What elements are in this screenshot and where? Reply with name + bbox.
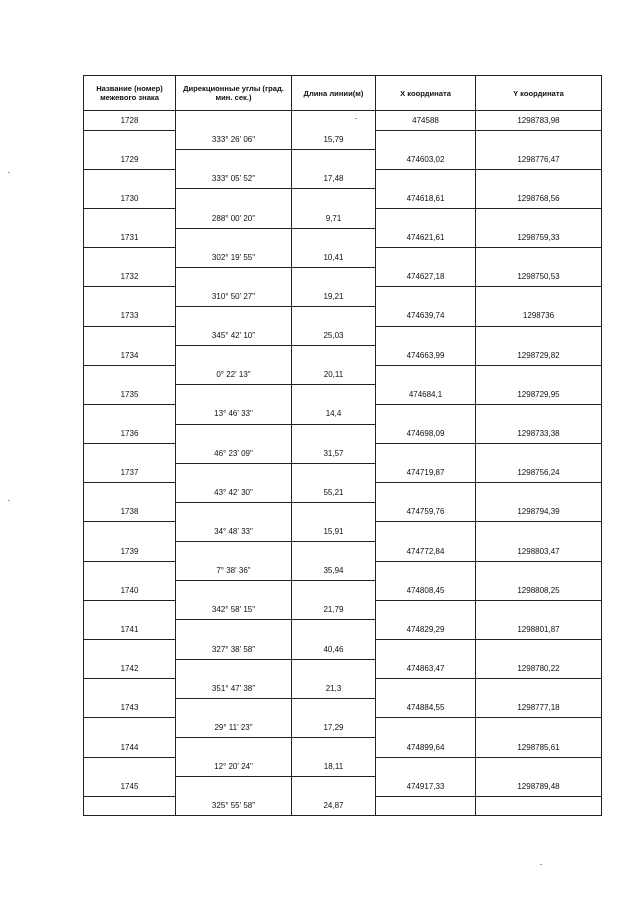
y-coordinate-cell: 1298803,47 (476, 542, 602, 562)
point-name-cell (84, 169, 176, 189)
point-name-cell: 1743 (84, 698, 176, 718)
direction-angle-cell (176, 659, 292, 679)
x-coordinate-cell: 474627,18 (376, 267, 476, 287)
y-coordinate-cell: 1298756,24 (476, 463, 602, 483)
x-coordinate-cell (376, 444, 476, 464)
segment-row (84, 757, 602, 777)
direction-angle-cell: 43° 42' 30" (176, 483, 292, 503)
direction-angle-cell: 310° 50' 27" (176, 287, 292, 307)
point-name-cell: 1730 (84, 189, 176, 209)
x-coordinate-cell: 474603,02 (376, 150, 476, 170)
direction-angle-cell: 327° 38' 58" (176, 640, 292, 660)
y-coordinate-cell (476, 757, 602, 777)
point-name-cell (84, 561, 176, 581)
point-name-cell (84, 287, 176, 307)
line-length-cell: 31,57 (292, 444, 376, 464)
header-y: Y координата (476, 76, 602, 111)
point-row (84, 659, 602, 679)
point-name-cell (84, 640, 176, 660)
point-name-cell (84, 718, 176, 738)
point-name-cell (84, 757, 176, 777)
point-row (84, 424, 602, 444)
header-x: X координата (376, 76, 476, 111)
point-name-cell (84, 679, 176, 699)
x-coordinate-cell (376, 169, 476, 189)
direction-angle-cell (176, 620, 292, 640)
direction-angle-cell: 12° 20' 24" (176, 757, 292, 777)
x-coordinate-cell (376, 208, 476, 228)
point-row (84, 502, 602, 522)
y-coordinate-cell (476, 248, 602, 268)
line-length-cell (292, 189, 376, 209)
direction-angle-cell: 333° 05' 52" (176, 169, 292, 189)
direction-angle-cell (176, 698, 292, 718)
y-coordinate-cell (476, 169, 602, 189)
y-coordinate-cell (476, 600, 602, 620)
y-coordinate-cell (476, 483, 602, 503)
table-body (84, 111, 602, 816)
point-row (84, 150, 602, 170)
y-coordinate-cell (476, 679, 602, 699)
line-length-cell (292, 659, 376, 679)
point-row (84, 542, 602, 562)
direction-angle-cell: 0° 22' 13" (176, 365, 292, 385)
direction-angle-cell: 342° 58' 15" (176, 600, 292, 620)
x-coordinate-cell: 474684,1 (376, 385, 476, 405)
segment-row (84, 796, 602, 816)
point-name-cell (84, 522, 176, 542)
y-coordinate-cell (476, 796, 602, 816)
x-coordinate-cell: 474719,87 (376, 463, 476, 483)
x-coordinate-cell: 474759,76 (376, 502, 476, 522)
line-length-cell (292, 424, 376, 444)
y-coordinate-cell (476, 287, 602, 307)
y-coordinate-cell (476, 365, 602, 385)
direction-angle-cell (176, 777, 292, 797)
y-coordinate-cell: 1298768,56 (476, 189, 602, 209)
point-row (84, 620, 602, 640)
y-coordinate-cell (476, 444, 602, 464)
direction-angle-cell (176, 346, 292, 366)
y-coordinate-cell: 1298785,61 (476, 738, 602, 758)
line-length-cell (292, 463, 376, 483)
direction-angle-cell: 302° 19' 55" (176, 248, 292, 268)
y-coordinate-cell: 1298789,48 (476, 777, 602, 797)
point-row (84, 698, 602, 718)
segment-row (84, 326, 602, 346)
point-row (84, 346, 602, 366)
direction-angle-cell (176, 150, 292, 170)
point-name-cell: 1739 (84, 542, 176, 562)
point-name-cell (84, 483, 176, 503)
scan-speck (8, 500, 10, 501)
y-coordinate-cell (476, 130, 602, 150)
y-coordinate-cell: 1298783,98 (476, 111, 602, 131)
direction-angle-cell (176, 189, 292, 209)
point-row (84, 385, 602, 405)
line-length-cell: 15,91 (292, 522, 376, 542)
point-name-cell: 1741 (84, 620, 176, 640)
point-row (84, 228, 602, 248)
point-name-cell: 1734 (84, 346, 176, 366)
line-length-cell: 17,48 (292, 169, 376, 189)
line-length-cell (292, 698, 376, 718)
x-coordinate-cell: 474618,61 (376, 189, 476, 209)
x-coordinate-cell (376, 600, 476, 620)
segment-row (84, 287, 602, 307)
direction-angle-cell: 345° 42' 10" (176, 326, 292, 346)
segment-row (84, 718, 602, 738)
direction-angle-cell: 46° 23' 09" (176, 444, 292, 464)
segment-row (84, 600, 602, 620)
y-coordinate-cell: 1298750,53 (476, 267, 602, 287)
line-length-cell (292, 111, 376, 131)
x-coordinate-cell (376, 718, 476, 738)
line-length-cell (292, 542, 376, 562)
line-length-cell: 9,71 (292, 208, 376, 228)
x-coordinate-cell (376, 796, 476, 816)
line-length-cell: 21,3 (292, 679, 376, 699)
line-length-cell (292, 620, 376, 640)
point-name-cell (84, 326, 176, 346)
x-coordinate-cell: 474588 (376, 111, 476, 131)
x-coordinate-cell (376, 287, 476, 307)
x-coordinate-cell (376, 130, 476, 150)
segment-row (84, 208, 602, 228)
line-length-cell (292, 346, 376, 366)
point-name-cell: 1733 (84, 306, 176, 326)
line-length-cell (292, 502, 376, 522)
line-length-cell: 25,03 (292, 326, 376, 346)
x-coordinate-cell: 474639,74 (376, 306, 476, 326)
direction-angle-cell: 7° 38' 36" (176, 561, 292, 581)
direction-angle-cell (176, 424, 292, 444)
line-length-cell (292, 581, 376, 601)
point-row (84, 777, 602, 797)
point-name-cell: 1736 (84, 424, 176, 444)
direction-angle-cell: 351° 47' 38" (176, 679, 292, 699)
segment-row (84, 679, 602, 699)
line-length-cell (292, 306, 376, 326)
line-length-cell: 19,21 (292, 287, 376, 307)
line-length-cell (292, 267, 376, 287)
point-name-cell: 1731 (84, 228, 176, 248)
y-coordinate-cell: 1298777,18 (476, 698, 602, 718)
y-coordinate-cell (476, 640, 602, 660)
segment-row (84, 561, 602, 581)
line-length-cell: 14,4 (292, 404, 376, 424)
direction-angle-cell (176, 581, 292, 601)
direction-angle-cell: 288° 00' 20" (176, 208, 292, 228)
point-row (84, 738, 602, 758)
direction-angle-cell: 34° 48' 33" (176, 522, 292, 542)
header-length: Длина линии(м) (292, 76, 376, 111)
direction-angle-cell (176, 463, 292, 483)
line-length-cell: 20,11 (292, 365, 376, 385)
point-name-cell (84, 796, 176, 816)
point-row (84, 111, 602, 131)
scan-speck (8, 172, 10, 173)
line-length-cell (292, 228, 376, 248)
header-angle: Дирекционные углы (град. мин. сек.) (176, 76, 292, 111)
scan-speck (355, 118, 357, 119)
y-coordinate-cell: 1298776,47 (476, 150, 602, 170)
point-name-cell (84, 130, 176, 150)
x-coordinate-cell: 474663,99 (376, 346, 476, 366)
x-coordinate-cell (376, 757, 476, 777)
boundary-coordinates-table (83, 75, 602, 816)
point-name-cell: 1737 (84, 463, 176, 483)
direction-angle-cell: 29° 11' 23" (176, 718, 292, 738)
direction-angle-cell (176, 228, 292, 248)
line-length-cell: 40,46 (292, 640, 376, 660)
segment-row (84, 444, 602, 464)
direction-angle-cell (176, 111, 292, 131)
x-coordinate-cell: 474829,29 (376, 620, 476, 640)
line-length-cell: 15,79 (292, 130, 376, 150)
direction-angle-cell: 333° 26' 06" (176, 130, 292, 150)
scan-speck (540, 864, 542, 865)
x-coordinate-cell: 474772,84 (376, 542, 476, 562)
point-name-cell: 1729 (84, 150, 176, 170)
line-length-cell: 55,21 (292, 483, 376, 503)
direction-angle-cell (176, 738, 292, 758)
y-coordinate-cell (476, 208, 602, 228)
line-length-cell (292, 150, 376, 170)
y-coordinate-cell: 1298794,39 (476, 502, 602, 522)
y-coordinate-cell (476, 404, 602, 424)
x-coordinate-cell (376, 640, 476, 660)
point-name-cell (84, 365, 176, 385)
y-coordinate-cell: 1298736 (476, 306, 602, 326)
header-name: Название (номер) межевого знака (84, 76, 176, 111)
segment-row (84, 483, 602, 503)
line-length-cell: 35,94 (292, 561, 376, 581)
segment-row (84, 522, 602, 542)
y-coordinate-cell: 1298729,82 (476, 346, 602, 366)
y-coordinate-cell: 1298808,25 (476, 581, 602, 601)
x-coordinate-cell (376, 679, 476, 699)
x-coordinate-cell: 474863,47 (376, 659, 476, 679)
segment-row (84, 365, 602, 385)
point-name-cell: 1728 (84, 111, 176, 131)
direction-angle-cell (176, 502, 292, 522)
y-coordinate-cell: 1298801,87 (476, 620, 602, 640)
segment-row (84, 130, 602, 150)
segment-row (84, 248, 602, 268)
direction-angle-cell (176, 267, 292, 287)
line-length-cell: 21,79 (292, 600, 376, 620)
x-coordinate-cell: 474808,45 (376, 581, 476, 601)
line-length-cell: 24,87 (292, 796, 376, 816)
x-coordinate-cell: 474917,33 (376, 777, 476, 797)
x-coordinate-cell (376, 365, 476, 385)
x-coordinate-cell (376, 404, 476, 424)
point-name-cell: 1735 (84, 385, 176, 405)
line-length-cell: 18,11 (292, 757, 376, 777)
x-coordinate-cell (376, 483, 476, 503)
line-length-cell (292, 385, 376, 405)
point-row (84, 463, 602, 483)
y-coordinate-cell (476, 718, 602, 738)
y-coordinate-cell: 1298780,22 (476, 659, 602, 679)
point-name-cell (84, 600, 176, 620)
x-coordinate-cell: 474884,55 (376, 698, 476, 718)
y-coordinate-cell (476, 326, 602, 346)
x-coordinate-cell (376, 561, 476, 581)
x-coordinate-cell (376, 248, 476, 268)
point-name-cell: 1742 (84, 659, 176, 679)
y-coordinate-cell: 1298729,95 (476, 385, 602, 405)
point-row (84, 267, 602, 287)
point-name-cell (84, 248, 176, 268)
y-coordinate-cell (476, 561, 602, 581)
segment-row (84, 169, 602, 189)
point-name-cell (84, 208, 176, 228)
line-length-cell: 10,41 (292, 248, 376, 268)
line-length-cell (292, 777, 376, 797)
table-header-row (84, 76, 602, 111)
point-row (84, 581, 602, 601)
y-coordinate-cell: 1298759,33 (476, 228, 602, 248)
y-coordinate-cell (476, 522, 602, 542)
direction-angle-cell (176, 385, 292, 405)
segment-row (84, 640, 602, 660)
x-coordinate-cell: 474698,09 (376, 424, 476, 444)
direction-angle-cell (176, 542, 292, 562)
x-coordinate-cell (376, 522, 476, 542)
line-length-cell: 17,29 (292, 718, 376, 738)
segment-row (84, 404, 602, 424)
direction-angle-cell: 13° 46' 33" (176, 404, 292, 424)
point-row (84, 306, 602, 326)
point-name-cell: 1738 (84, 502, 176, 522)
point-name-cell: 1744 (84, 738, 176, 758)
x-coordinate-cell (376, 326, 476, 346)
point-name-cell: 1732 (84, 267, 176, 287)
line-length-cell (292, 738, 376, 758)
point-name-cell (84, 444, 176, 464)
direction-angle-cell (176, 306, 292, 326)
point-name-cell (84, 404, 176, 424)
x-coordinate-cell: 474899,64 (376, 738, 476, 758)
x-coordinate-cell: 474621,61 (376, 228, 476, 248)
point-row (84, 189, 602, 209)
point-name-cell: 1740 (84, 581, 176, 601)
y-coordinate-cell: 1298733,38 (476, 424, 602, 444)
direction-angle-cell: 325° 55' 58" (176, 796, 292, 816)
point-name-cell: 1745 (84, 777, 176, 797)
